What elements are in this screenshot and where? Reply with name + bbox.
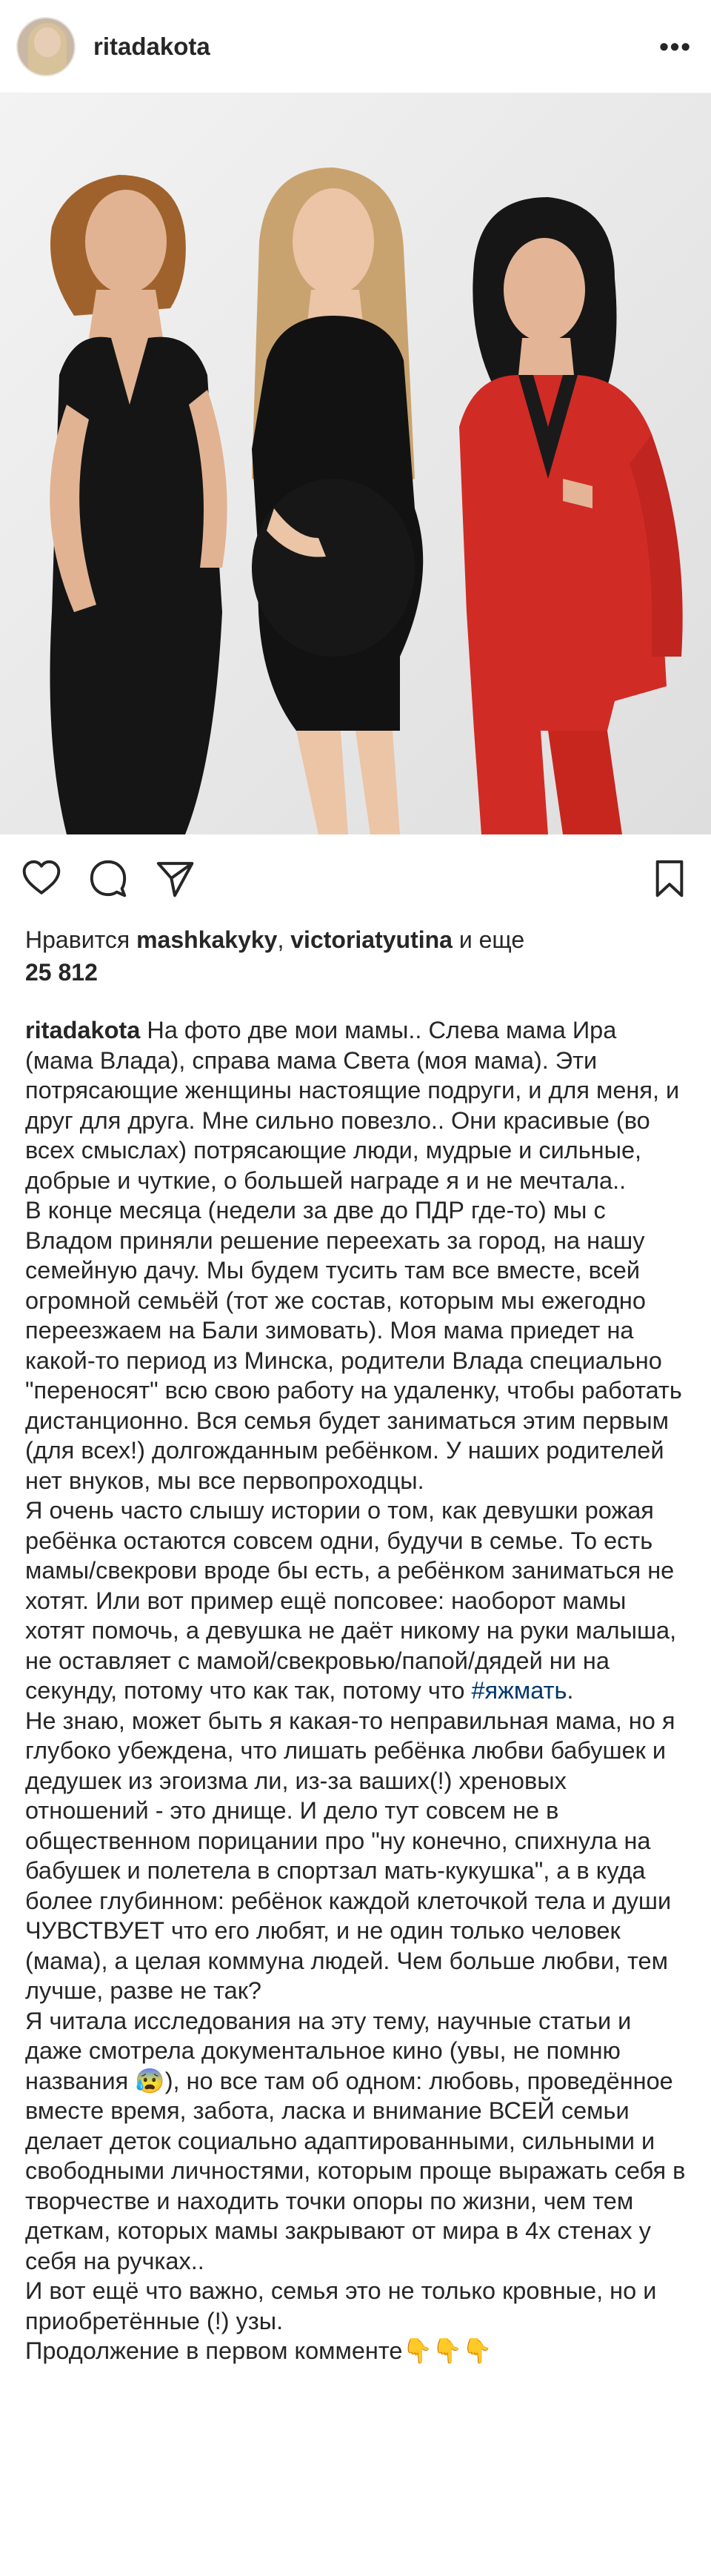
likes-middle: и еще: [452, 926, 525, 953]
caption-paragraph-3-end: .: [567, 1677, 574, 1704]
caption-paragraph-3: Я очень часто слышу истории о том, как девушки рожая ребёнка остаются совсем одни, будучи в семье. То есть мамы/свекрови вроде бы есть, а ребёнком заниматься не хотят. Или вот пример ещё попсовее: наоборот мамы хотят помочь, а девушка не даёт никому на руки малыша, не оставляет с мамой/свекровью/папой/дядей ни на секунду, потому что как так, потому что: [25, 1497, 684, 1704]
post-header: [0, 0, 711, 93]
likes-separator: ,: [277, 926, 291, 953]
likes-count[interactable]: 25 812: [25, 959, 98, 986]
action-bar: [0, 834, 711, 922]
more-horizontal-icon[interactable]: •••: [659, 30, 692, 62]
caption-paragraph-4: Не знаю, может быть я какая-то неправильная мама, но я глубоко убеждена, что лишать ребёнка любви бабушек и дедушек из эгоизма ли, из-за ваших(!) хреновых отношений - это днище. И дело тут совсем не в общественном порицании про "ну конечно, спихнула на бабушек и полетела в спортзал мать-кукушка", а в куда более глубинном: ребёнок каждой клеточкой тела и души ЧУВСТВУЕТ что его любят, и не один только человек (мама), а целая коммуна людей. Чем больше любви, тем лучше, разве не так?: [25, 1707, 682, 2004]
comment-icon[interactable]: [87, 857, 129, 899]
send-icon[interactable]: [154, 857, 196, 899]
liker-username-2[interactable]: victoriatyutina: [290, 926, 453, 953]
caption-paragraph-5: Я читала исследования на эту тему, научные статьи и даже смотрела документальное кино (увы, не помню названия 😰), но все там об одном: любовь, проведённое вместе время, забота, ласка и внимание ВСЕЙ семьи делает деток социально адаптированными, сильными и свободными личностями, которым проще выражать себя в творчестве и находить точки опоры по жизни, чем тем деткам, которых мамы закрывают от мира в 4х стенах у себя на ручках..: [25, 2007, 692, 2274]
post-username[interactable]: ritadakota: [93, 32, 210, 60]
hashtag-link[interactable]: #яжмать: [471, 1677, 567, 1704]
caption-paragraph-1: На фото две мои мамы.. Слева мама Ира (мама Влада), справа мама Света (моя мама). Эти потрясающие женщины настоящие подруги, и для меня, и друг для друга. Мне сильно повезло.. Они красивые (во всех смыслах) потрясающие люди, мудрые и сильные, добрые и чуткие, о большей награде я и не мечтала..: [25, 1017, 687, 1194]
bookmark-icon[interactable]: [649, 857, 690, 899]
avatar[interactable]: [16, 17, 76, 76]
caption-paragraph-2: В конце месяца (недели за две до ПДР где-то) мы с Владом приняли решение переехать за город, на нашу семейную дачу. Мы будем тусить там все вместе, всей огромной семьёй (тот же состав, которым мы ежегодно переезжаем на Бали зимовать). Моя мама приедет на какой-то период из Минска, родители Влада специально "переносят" всю свою работу на удаленку, чтобы работать дистанционно. Вся семья будет заниматься этим первым (для всех!) долгожданным ребёнком. У наших родителей нет внуков, мы все первопроходцы.: [25, 1197, 689, 1494]
caption-author[interactable]: ritadakota: [25, 1017, 141, 1043]
post-photo[interactable]: [0, 93, 711, 834]
post-caption: [0, 1015, 711, 2366]
liker-username-1[interactable]: mashkakyky: [136, 926, 278, 953]
likes-summary: [0, 923, 711, 989]
heart-icon[interactable]: [21, 857, 62, 899]
caption-paragraph-7: Продолжение в первом комменте👇👇👇: [25, 2337, 493, 2364]
photo-illustration: [0, 93, 711, 834]
caption-paragraph-6: И вот ещё что важно, семья это не только кровные, но и приобретённые (!) узы.: [25, 2277, 664, 2334]
avatar-face: [34, 27, 61, 57]
likes-prefix: Нравится: [25, 926, 137, 953]
